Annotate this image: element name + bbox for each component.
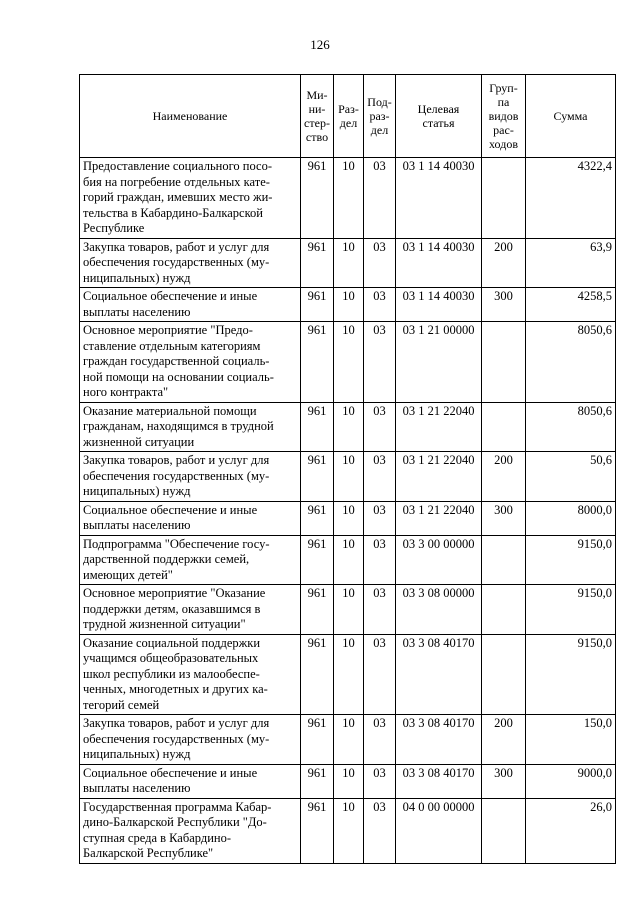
cell-section: 10 — [334, 585, 364, 635]
cell-expense-group — [482, 798, 526, 863]
table-row — [80, 501, 616, 535]
cell-name: Государственная программа Кабар- дино-Балкарской Республики "До- ступная среда в Кабардино- Балкарской Республике" — [80, 798, 301, 863]
cell-amount: 8050,6 — [526, 402, 616, 452]
header-amount: Сумма — [526, 75, 616, 158]
cell-amount: 150,0 — [526, 715, 616, 765]
cell-target-article: 03 3 00 00000 — [396, 535, 482, 585]
header-ministry: Ми- ни- стер- ство — [301, 75, 334, 158]
cell-amount: 26,0 — [526, 798, 616, 863]
table-row — [80, 402, 616, 452]
cell-amount: 50,6 — [526, 452, 616, 502]
cell-target-article: 03 3 08 40170 — [396, 764, 482, 798]
cell-expense-group — [482, 402, 526, 452]
cell-target-article: 03 3 08 40170 — [396, 715, 482, 765]
table-row — [80, 288, 616, 322]
cell-target-article: 03 1 14 40030 — [396, 158, 482, 239]
cell-name: Предоставление социального посо- бия на погребение отдельных кате- горий граждан, имевших место жи- тельства в Кабардино-Балкарской Республике — [80, 158, 301, 239]
header-name: Наименование — [80, 75, 301, 158]
header-target-article: Целевая статья — [396, 75, 482, 158]
cell-section: 10 — [334, 288, 364, 322]
cell-section: 10 — [334, 501, 364, 535]
cell-name: Закупка товаров, работ и услуг для обеспечения государственных (му- ниципальных) нужд — [80, 238, 301, 288]
cell-target-article: 03 1 21 22040 — [396, 402, 482, 452]
cell-name: Оказание материальной помощи гражданам, находящимся в трудной жизненной ситуации — [80, 402, 301, 452]
table-row — [80, 585, 616, 635]
cell-amount: 4258,5 — [526, 288, 616, 322]
cell-amount: 8050,6 — [526, 322, 616, 403]
cell-section: 10 — [334, 764, 364, 798]
cell-ministry: 961 — [301, 402, 334, 452]
cell-target-article: 04 0 00 00000 — [396, 798, 482, 863]
table-row — [80, 158, 616, 239]
cell-ministry: 961 — [301, 501, 334, 535]
cell-name: Социальное обеспечение и иные выплаты населению — [80, 764, 301, 798]
cell-expense-group — [482, 158, 526, 239]
cell-ministry: 961 — [301, 288, 334, 322]
cell-subsection: 03 — [364, 634, 396, 715]
table-row — [80, 238, 616, 288]
cell-amount: 4322,4 — [526, 158, 616, 239]
table-row — [80, 715, 616, 765]
cell-target-article: 03 1 21 22040 — [396, 452, 482, 502]
table-header-row — [80, 75, 616, 158]
cell-name: Социальное обеспечение и иные выплаты населению — [80, 501, 301, 535]
cell-section: 10 — [334, 634, 364, 715]
header-subsection: Под- раз- дел — [364, 75, 396, 158]
cell-amount: 9150,0 — [526, 535, 616, 585]
cell-expense-group — [482, 535, 526, 585]
cell-section: 10 — [334, 322, 364, 403]
cell-subsection: 03 — [364, 452, 396, 502]
cell-ministry: 961 — [301, 452, 334, 502]
table-row — [80, 764, 616, 798]
cell-expense-group — [482, 585, 526, 635]
cell-name: Оказание социальной поддержки учащимся общеобразовательных школ республики из малообеспе- ченных, многодетных и других ка- тегорий семей — [80, 634, 301, 715]
cell-target-article: 03 1 14 40030 — [396, 288, 482, 322]
cell-subsection: 03 — [364, 715, 396, 765]
cell-amount: 63,9 — [526, 238, 616, 288]
cell-name: Подпрограмма "Обеспечение госу- дарственной поддержки семей, имеющих детей" — [80, 535, 301, 585]
cell-name: Основное мероприятие "Оказание поддержки детям, оказавшимся в трудной жизненной ситуации" — [80, 585, 301, 635]
cell-subsection: 03 — [364, 535, 396, 585]
cell-expense-group: 300 — [482, 764, 526, 798]
cell-section: 10 — [334, 798, 364, 863]
cell-ministry: 961 — [301, 764, 334, 798]
cell-name: Закупка товаров, работ и услуг для обеспечения государственных (му- ниципальных) нужд — [80, 715, 301, 765]
cell-subsection: 03 — [364, 158, 396, 239]
cell-expense-group: 200 — [482, 452, 526, 502]
cell-subsection: 03 — [364, 238, 396, 288]
cell-ministry: 961 — [301, 158, 334, 239]
cell-subsection: 03 — [364, 288, 396, 322]
cell-section: 10 — [334, 158, 364, 239]
cell-ministry: 961 — [301, 238, 334, 288]
cell-section: 10 — [334, 715, 364, 765]
cell-subsection: 03 — [364, 798, 396, 863]
table-row — [80, 798, 616, 863]
cell-target-article: 03 1 21 00000 — [396, 322, 482, 403]
cell-ministry: 961 — [301, 535, 334, 585]
cell-subsection: 03 — [364, 501, 396, 535]
cell-expense-group: 200 — [482, 238, 526, 288]
table-body — [80, 158, 616, 864]
table-row — [80, 535, 616, 585]
header-expense-group: Груп- па видов рас- ходов — [482, 75, 526, 158]
table-row — [80, 634, 616, 715]
cell-amount: 9150,0 — [526, 585, 616, 635]
cell-ministry: 961 — [301, 715, 334, 765]
table-row — [80, 322, 616, 403]
table-row — [80, 452, 616, 502]
cell-expense-group: 300 — [482, 501, 526, 535]
cell-expense-group — [482, 634, 526, 715]
cell-expense-group — [482, 322, 526, 403]
cell-expense-group: 200 — [482, 715, 526, 765]
header-section: Раз- дел — [334, 75, 364, 158]
cell-subsection: 03 — [364, 585, 396, 635]
cell-target-article: 03 1 14 40030 — [396, 238, 482, 288]
cell-target-article: 03 3 08 40170 — [396, 634, 482, 715]
cell-section: 10 — [334, 402, 364, 452]
cell-name: Основное мероприятие "Предо- ставление отдельным категориям граждан государственной социаль- ной помощи на основании социаль- ного контракта" — [80, 322, 301, 403]
cell-ministry: 961 — [301, 634, 334, 715]
cell-ministry: 961 — [301, 585, 334, 635]
cell-subsection: 03 — [364, 402, 396, 452]
cell-section: 10 — [334, 452, 364, 502]
cell-target-article: 03 1 21 22040 — [396, 501, 482, 535]
cell-ministry: 961 — [301, 322, 334, 403]
cell-subsection: 03 — [364, 764, 396, 798]
cell-amount: 9150,0 — [526, 634, 616, 715]
cell-target-article: 03 3 08 00000 — [396, 585, 482, 635]
cell-section: 10 — [334, 535, 364, 585]
cell-ministry: 961 — [301, 798, 334, 863]
cell-subsection: 03 — [364, 322, 396, 403]
cell-amount: 9000,0 — [526, 764, 616, 798]
cell-name: Социальное обеспечение и иные выплаты населению — [80, 288, 301, 322]
cell-expense-group: 300 — [482, 288, 526, 322]
cell-name: Закупка товаров, работ и услуг для обеспечения государственных (му- ниципальных) нужд — [80, 452, 301, 502]
cell-section: 10 — [334, 238, 364, 288]
cell-amount: 8000,0 — [526, 501, 616, 535]
page-number: 126 — [310, 37, 330, 52]
budget-table — [79, 74, 616, 864]
